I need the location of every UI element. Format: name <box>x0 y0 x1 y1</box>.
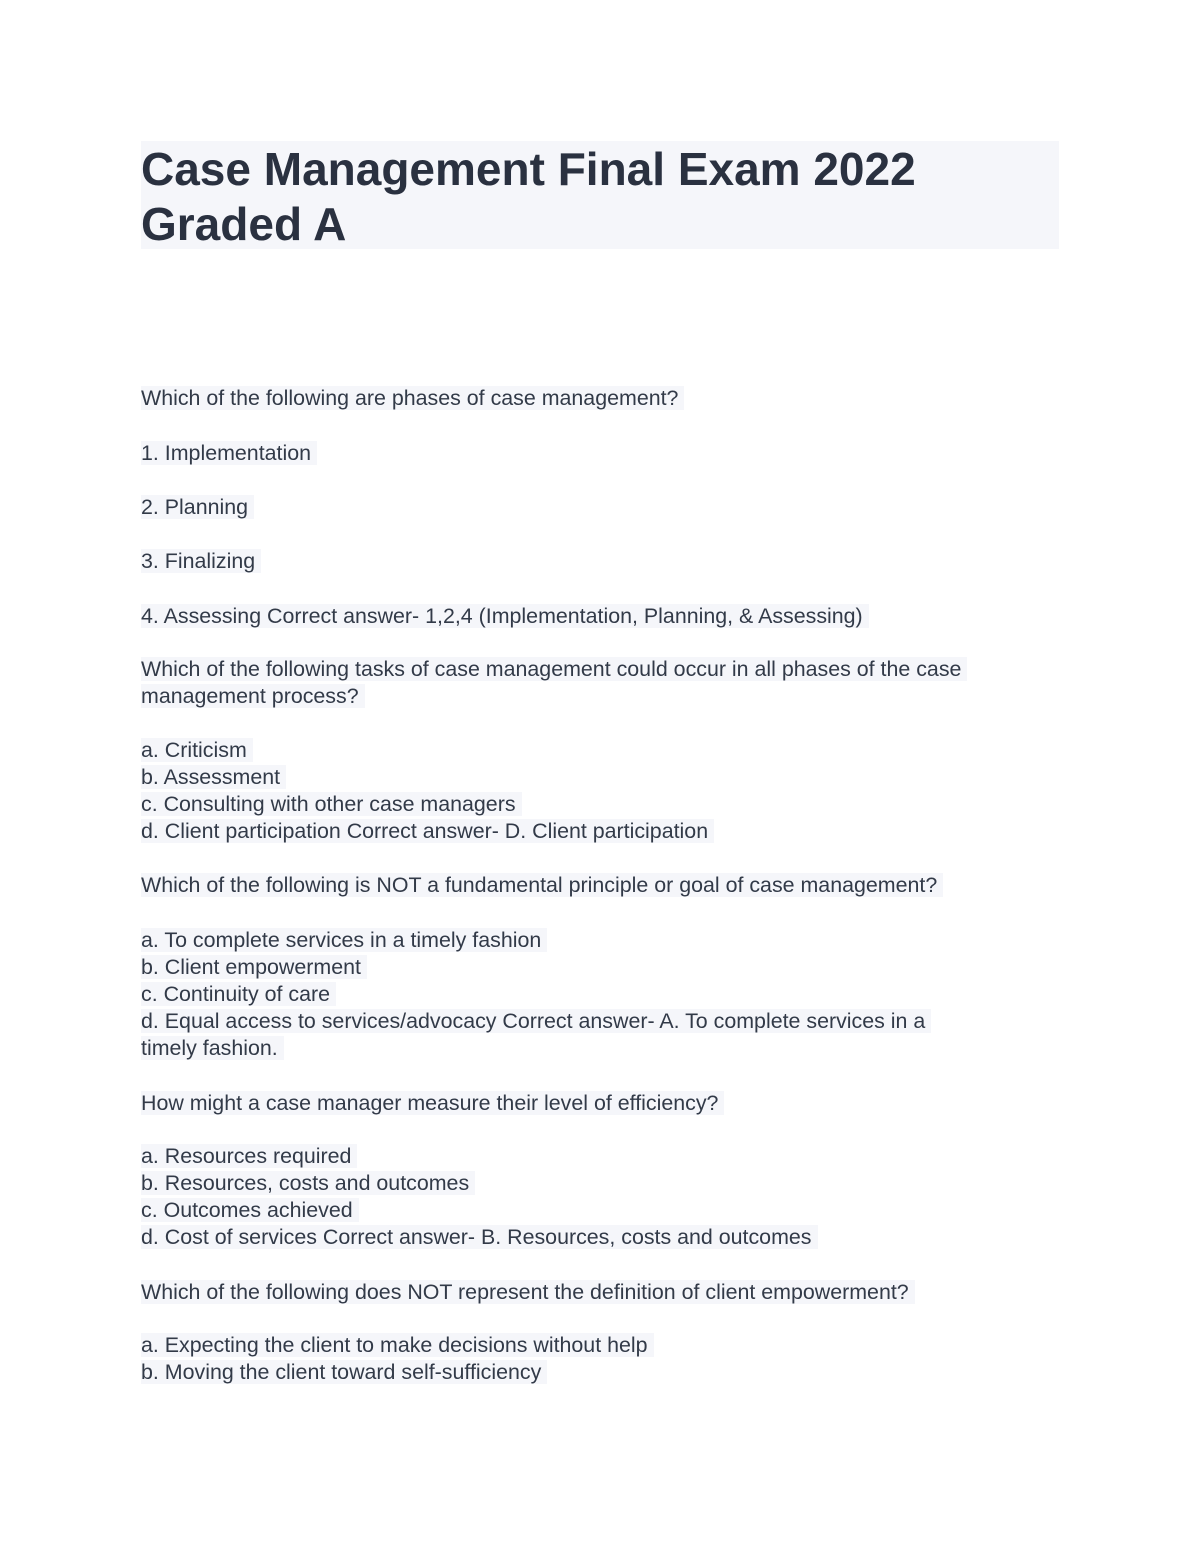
question-3: Which of the following is NOT a fundamental principle or goal of case management? <box>141 872 943 899</box>
option-line: 1. Implementation <box>141 440 317 467</box>
question-1: Which of the following are phases of case management? <box>141 385 684 412</box>
option-line: b. Resources, costs and outcomes <box>141 1170 475 1197</box>
option-line: a. To complete services in a timely fashion <box>141 927 547 954</box>
option-line: c. Continuity of care <box>141 981 336 1008</box>
option-line: b. Moving the client toward self-sufficiency <box>141 1359 547 1386</box>
option-line: 3. Finalizing <box>141 548 261 575</box>
answer-line-continued: timely fashion. <box>141 1035 284 1062</box>
option-line: 2. Planning <box>141 494 254 521</box>
answer-line: d. Equal access to services/advocacy Correct answer- A. To complete services in a <box>141 1008 931 1035</box>
question-5: Which of the following does NOT represent the definition of client empowerment? <box>141 1279 915 1306</box>
question-2-continued: management process? <box>141 683 365 710</box>
document-title-line-2: Graded A <box>141 198 347 250</box>
option-line: b. Assessment <box>141 764 286 791</box>
option-line: c. Outcomes achieved <box>141 1197 359 1224</box>
option-line: a. Resources required <box>141 1143 357 1170</box>
option-line: b. Client empowerment <box>141 954 367 981</box>
document-title-line-1: Case Management Final Exam 2022 <box>141 143 916 195</box>
answer-line: d. Cost of services Correct answer- B. Resources, costs and outcomes <box>141 1224 818 1251</box>
option-line: c. Consulting with other case managers <box>141 791 522 818</box>
question-4: How might a case manager measure their level of efficiency? <box>141 1090 724 1117</box>
question-2: Which of the following tasks of case management could occur in all phases of the case <box>141 656 967 683</box>
option-line: a. Expecting the client to make decisions without help <box>141 1332 654 1359</box>
answer-line: d. Client participation Correct answer- D. Client participation <box>141 818 714 845</box>
option-line: a. Criticism <box>141 737 253 764</box>
answer-line: 4. Assessing Correct answer- 1,2,4 (Implementation, Planning, & Assessing) <box>141 603 869 630</box>
